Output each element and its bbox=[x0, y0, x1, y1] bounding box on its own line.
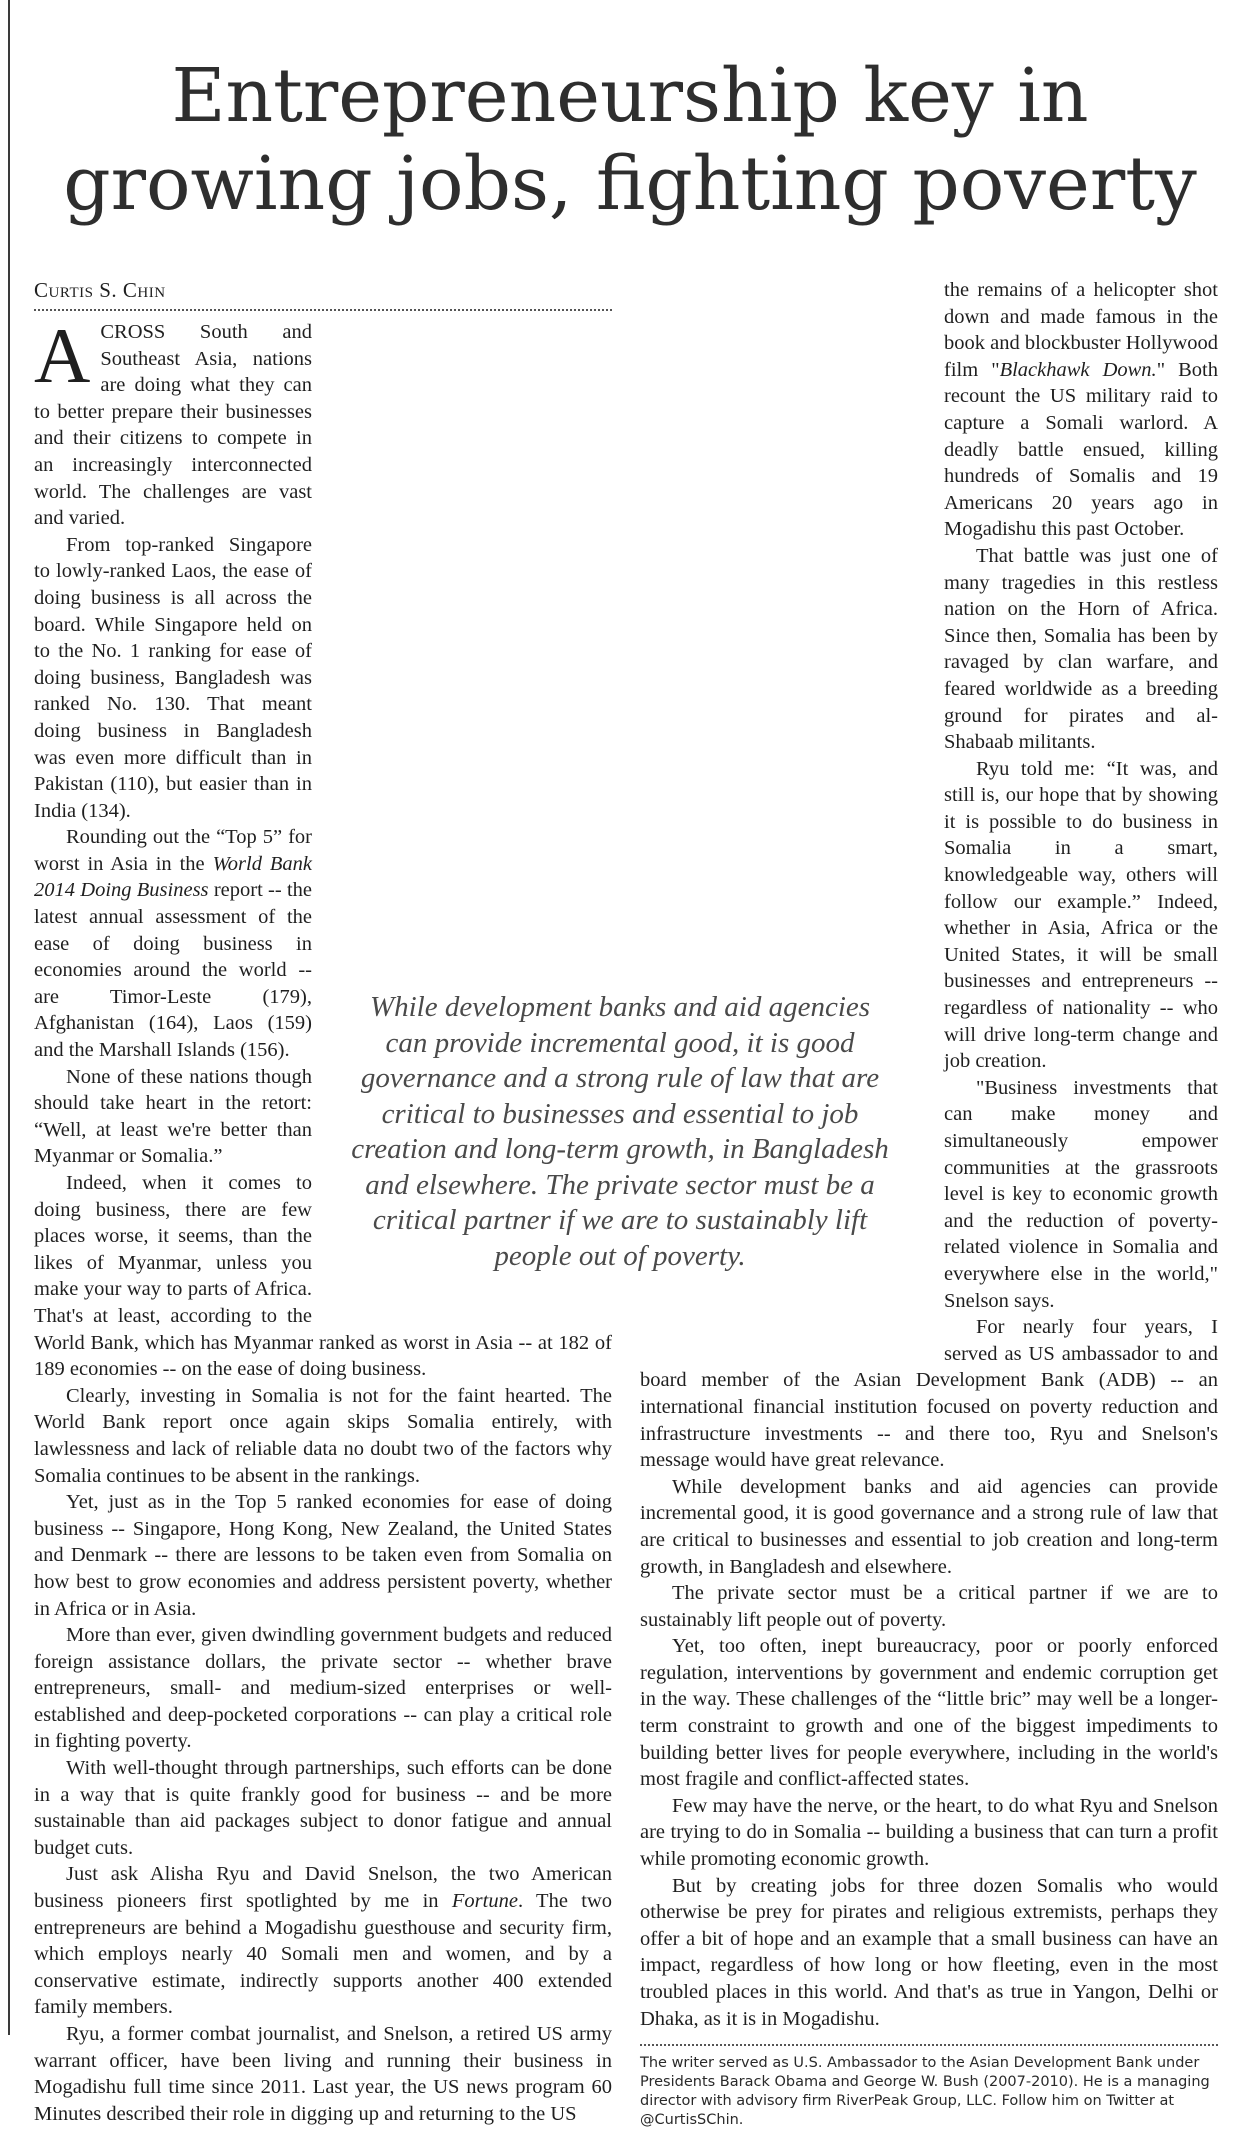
page-edge-rule bbox=[8, 0, 10, 2035]
byline: Curtis S. Chin bbox=[34, 278, 166, 302]
footnote-rule bbox=[640, 2044, 1218, 2046]
byline-rule bbox=[34, 309, 612, 311]
paragraph-3: Rounding out the “Top 5” for worst in Asia in the World Bank 2014 Doing Business report -- the latest annual assessment of the ease of doing business in economies around the world -- are Timor-Leste (179), Afghanistan (164), Laos (159) and the Marshall Islands (156). bbox=[34, 826, 312, 1062]
paragraph-r6: While development banks and aid agencies can provide incremental good, it is good governance and a strong rule of law that are critical to businesses and essential to job creation and long-term growth, in Bangladesh and elsewhere. bbox=[640, 1475, 1218, 1578]
paragraph-r3: Ryu told me: “It was, and still is, our hope that by showing it is possible to do business in Somalia in a smart, knowledgeable way, others will follow our example.” Indeed, whether in Asia, Africa or the United States, it will be small businesses and entrepreneurs -- regardless of nationality -- who will drive long-term change and job creation. bbox=[944, 757, 1218, 1073]
paragraph-10: Just ask Alisha Ryu and David Snelson, the two American business pioneers first spotlighted by me in Fortune. The two entrepreneurs are behind a Mogadishu guesthouse and security firm, which employs nearly 40 Somali men and women, and by a conservative estimate, indirectly supports another 400 extended family members. bbox=[34, 1863, 612, 2019]
pull-quote: While development banks and aid agencies can provide incremental good, it is good governance and a strong rule of law that are critical to businesses and essential to job creation and long-term growth, in Bangladesh and elsewhere. The private sector must be a critical partner if we are to sustainably lift people out of poverty. bbox=[351, 991, 889, 1272]
paragraph-r4: "Business investments that can make money and simultaneously empower communities at the grassroots level is key to economic growth and the reduction of poverty-related violence in Somalia and everywhere else in the world," Snelson says. bbox=[944, 1076, 1218, 1312]
paragraph-r9: Few may have the nerve, or the heart, to do what Ryu and Snelson are trying to do in Somalia -- building a business that can turn a profit while promoting economic growth. bbox=[640, 1794, 1218, 1871]
paragraph-5: Indeed, when it comes to doing business, there are few places worse, it seems, than the likes of Myanmar, unless you make your way to parts of Africa. That's at least, according to the World Bank, which has Myanmar ranked as worst in Asia -- at 182 of 189 economies -- on the ease of doing business. bbox=[34, 1172, 612, 1381]
paragraph-2: From top-ranked Singapore to lowly-ranked Laos, the ease of doing business is all across the board. While Singapore held on to the No. 1 ranking for ease of doing business, Bangladesh was ranked No. 130. That meant doing business in Bangladesh was even more difficult than in Pakistan (110), but easier than in India (134). bbox=[34, 533, 312, 822]
paragraph-6: Clearly, investing in Somalia is not for the faint hearted. The World Bank report once again skips Somalia entirely, with lawlessness and lack of reliable data no doubt two of the factors why Somalia continues to be absent in the rankings. bbox=[34, 1384, 612, 1487]
paragraph-r10: But by creating jobs for three dozen Somalis who would otherwise be prey for pirates and religious extremists, perhaps they offer a bit of hope and an example that a small business can have an impact, regardless of how long or how fleeting, even in the most troubled places in this world. And that's as true in Yangon, Delhi or Dhaka, as it is in Mogadishu. bbox=[640, 1874, 1218, 2030]
paragraph-11: Ryu, a former combat journalist, and Snelson, a retired US army warrant officer, have been living and running their business in Mogadishu full time since 2011. Last year, the US news program 60 Minutes described their role in digging up and returning to the US bbox=[34, 2023, 612, 2125]
headline: Entrepreneurship key in growing jobs, fighting poverty bbox=[63, 53, 1197, 227]
paragraph-4: None of these nations though should take heart in the retort: “Well, at least we're better than Myanmar or Somalia.” bbox=[34, 1065, 312, 1168]
author-note: The writer served as U.S. Ambassador to the Asian Development Bank under Presidents Barack Obama and George W. Bush (2007-2010). He is a managing director with advisory firm RiverPeak Group, LLC. Follow him on Twitter at @CurtisSChin. bbox=[640, 2055, 1210, 2129]
paragraph-r7: The private sector must be a critical partner if we are to sustainably lift people out of poverty. bbox=[640, 1582, 1218, 1631]
paragraph-r1: the remains of a helicopter shot down and made famous in the book and blockbuster Hollywood film "Blackhawk Down." Both recount the US military raid to capture a Somali warlord. A deadly battle ensued, killing hundreds of Somalis and 19 Americans 20 years ago in Mogadishu this past October. bbox=[944, 279, 1218, 541]
paragraph-r2: That battle was just one of many tragedies in this restless nation on the Horn of Africa. Since then, Somalia has been by ravaged by clan warfare, and feared worldwide as a breeding ground for pirates and al-Shabaab militants. bbox=[944, 544, 1218, 754]
paragraph-7: Yet, just as in the Top 5 ranked economies for ease of doing business -- Singapore, Hong Kong, New Zealand, the United States and Denmark -- there are lessons to be taken even from Somalia on how best to grow economies and address persistent poverty, whether in Africa or in Asia. bbox=[34, 1491, 612, 1620]
paragraph-1: ACROSS South and Southeast Asia, nations are doing what they can to better prepare their businesses and their citizens to compete in an increasingly interconnected world. The challenges are vast and varied. bbox=[34, 312, 312, 530]
paragraph-8: More than ever, given dwindling government budgets and reduced foreign assistance dollars, the private sector -- whether brave entrepreneurs, small- and medium-sized enterprises or well-established and deep-pocketed corporations -- can play a critical role in fighting poverty. bbox=[34, 1624, 612, 1753]
paragraph-r8: Yet, too often, inept bureaucracy, poor or poorly enforced regulation, interventions by government and endemic corruption get in the way. These challenges of the “little bric” may well be a longer-term constraint to growth and one of the biggest impediments to building better lives for people everywhere, including in the world's most fragile and conflict-affected states. bbox=[640, 1635, 1218, 1791]
paragraph-9: With well-thought through partnerships, such efforts can be done in a way that is quite frankly good for business -- and be more sustainable than aid packages subject to donor fatigue and annual budget cuts. bbox=[34, 1757, 612, 1859]
paragraph-r5: For nearly four years, I served as US ambassador to and board member of the Asian Development Bank (ADB) -- an international financial institution focused on poverty reduction and infrastructure investments -- and there too, Ryu and Snelson's message would have great relevance. bbox=[640, 1316, 1218, 1472]
drop-cap: A bbox=[34, 312, 91, 399]
